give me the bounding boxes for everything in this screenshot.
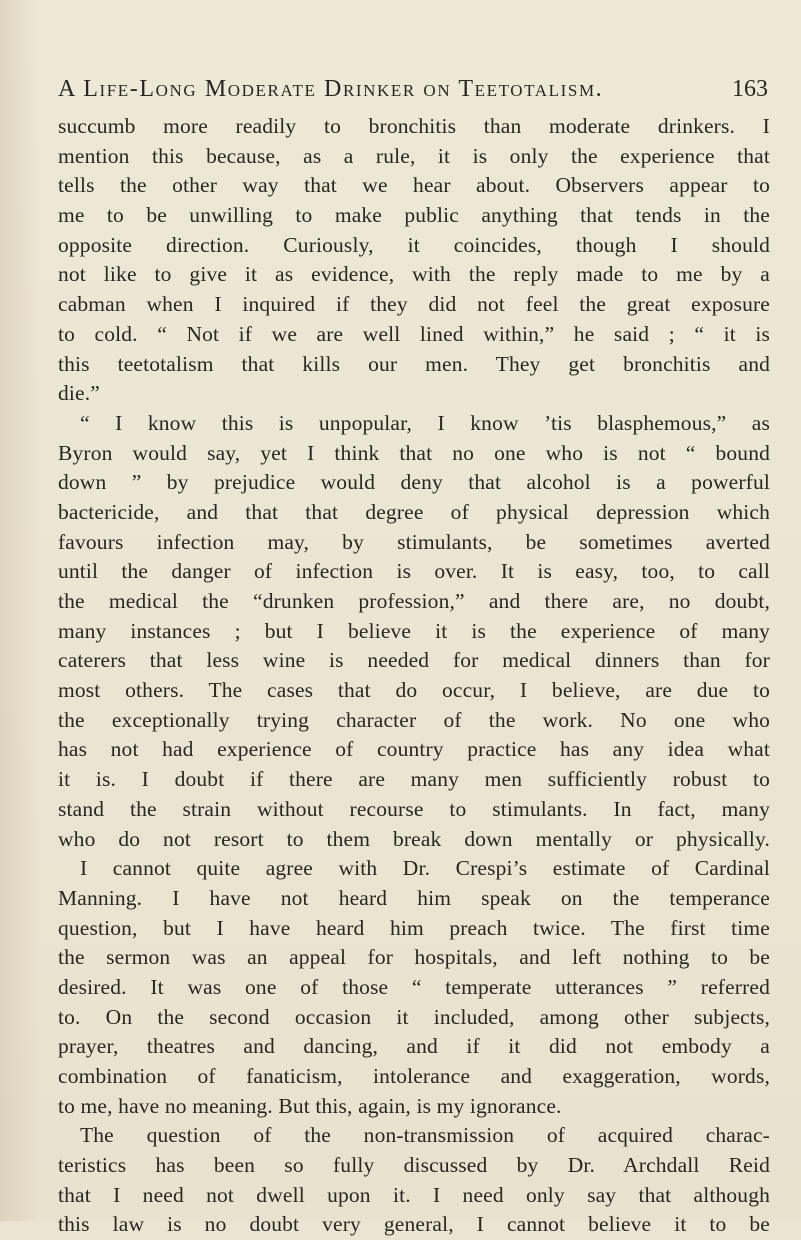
text-line: prayer, theatres and dancing, and if it did not embody a: [58, 1034, 770, 1059]
text-line: die.”: [58, 381, 100, 406]
page-number: 163: [732, 76, 768, 102]
text-line: the sermon was an appeal for hospitals, and left nothing to be: [58, 945, 770, 970]
text-line: Byron would say, yet I think that no one who is not “ bound: [58, 440, 770, 465]
text-line: teristics has been so fully discussed by Dr. Archdall Reid: [58, 1153, 770, 1178]
body-text: [58, 112, 770, 1240]
text-line: question, but I have heard him preach twice. The first time: [58, 915, 770, 940]
text-line: to. On the second occasion it included, among other subjects,: [58, 1004, 770, 1029]
text-line: to me, have no meaning. But this, again, is my ignorance.: [58, 1093, 562, 1118]
text-line: down ” by prejudice would deny that alcohol is a powerful: [58, 470, 770, 495]
text-line: bactericide, and that that degree of physical depression which: [58, 499, 770, 524]
text-line: that I need not dwell upon it. I need only say that although: [58, 1182, 770, 1207]
text-line: until the danger of infection is over. It is easy, too, to call: [58, 559, 770, 584]
text-line: not like to give it as evidence, with the reply made to me by a: [58, 262, 770, 287]
text-line: I cannot quite agree with Dr. Crespi’s estimate of Cardinal: [80, 856, 770, 881]
text-line: “ I know this is unpopular, I know ’tis blasphemous,” as: [80, 410, 770, 435]
text-line: cabman when I inquired if they did not feel the great exposure: [58, 292, 770, 317]
text-line: has not had experience of country practice has any idea what: [58, 737, 770, 762]
text-line: the exceptionally trying character of the work. No one who: [58, 707, 770, 732]
text-line: the medical the “drunken profession,” and there are, no doubt,: [58, 589, 770, 613]
text-line: combination of fanaticism, intolerance and exaggeration, words,: [58, 1064, 770, 1088]
running-title: A Life-Long Moderate Drinker on Teetotalism.: [58, 76, 604, 102]
text-line: favours infection may, by stimulants, be sometimes averted: [58, 529, 770, 554]
text-line: succumb more readily to bronchitis than moderate drinkers. I: [58, 114, 770, 138]
text-line: to cold. “ Not if we are well lined within,” he said ; “ it is: [58, 321, 770, 346]
text-line: Manning. I have not heard him speak on the temperance: [58, 885, 770, 910]
text-line: this teetotalism that kills our men. They get bronchitis and: [58, 351, 770, 376]
text-line: most others. The cases that do occur, I believe, are due to: [58, 678, 770, 703]
text-line: who do not resort to them break down mentally or physically.: [58, 826, 770, 851]
text-line: many instances ; but I believe it is the experience of many: [58, 618, 770, 643]
text-line: this law is no doubt very general, I cannot believe it to be: [58, 1212, 770, 1237]
text-line: opposite direction. Curiously, it coincides, though I should: [58, 232, 770, 257]
text-line: it is. I doubt if there are many men sufficiently robust to: [58, 767, 770, 792]
text-line: caterers that less wine is needed for medical dinners than for: [58, 648, 770, 673]
text-line: mention this because, as a rule, it is only the experience that: [58, 143, 770, 168]
text-line: me to be unwilling to make public anything that tends in the: [58, 203, 770, 228]
text-line: tells the other way that we hear about. Observers appear to: [58, 173, 770, 198]
text-line: The question of the non-transmission of acquired charac-: [80, 1123, 770, 1148]
running-header: [58, 76, 768, 110]
text-line: stand the strain without recourse to stimulants. In fact, many: [58, 796, 770, 821]
text-line: desired. It was one of those “ temperate utterances ” referred: [58, 974, 770, 999]
